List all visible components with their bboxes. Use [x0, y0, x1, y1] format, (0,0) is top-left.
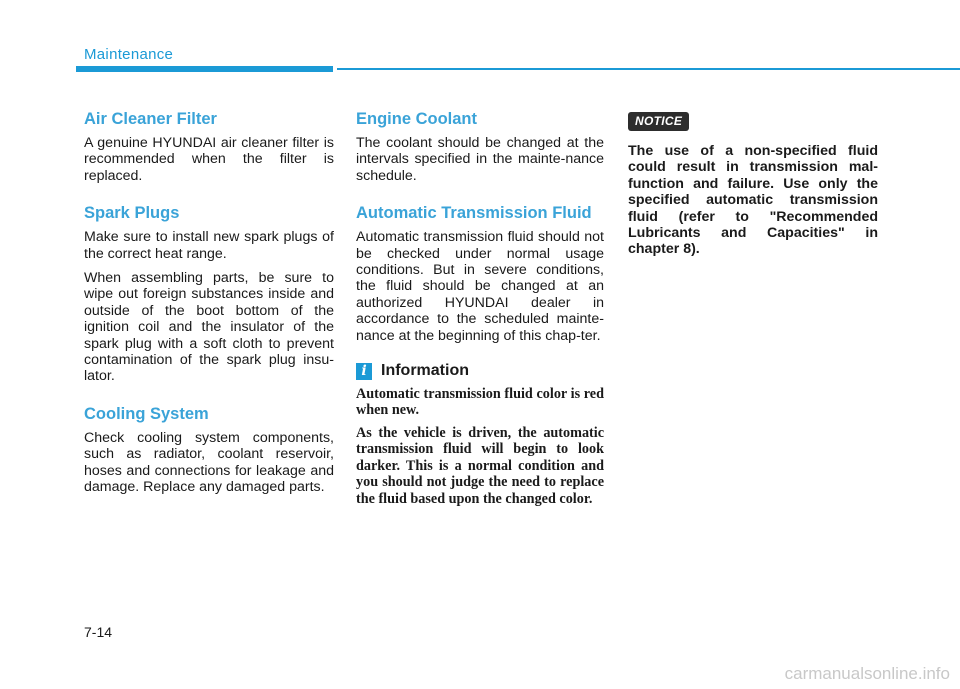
section-title-engine-coolant: Engine Coolant	[356, 110, 477, 128]
header-rule	[337, 68, 960, 70]
information-header	[356, 362, 604, 380]
transmission-fluid-text: Automatic transmission fluid should not be checked under normal usage conditions. But in severe conditions, the fluid should be changed at an authorized HYUNDAI dealer in accordance to the scheduled mainte-nance at the beginning of this chap-ter.	[356, 229, 604, 344]
section-title-cooling-system: Cooling System	[84, 404, 209, 423]
air-cleaner-text: A genuine HYUNDAI air cleaner filter is recommended when the filter is replaced.	[84, 135, 334, 184]
information-text-2: As the vehicle is driven, the automatic transmission fluid will begin to look darker. This is a normal condition and you should not judge the need to replace the fluid based upon the changed color.	[356, 424, 604, 507]
column-left	[84, 108, 334, 504]
section-title-transmission-fluid: Automatic Transmission Fluid	[356, 204, 592, 223]
section-title-spark-plugs: Spark Plugs	[84, 204, 180, 223]
column-right	[628, 112, 878, 258]
column-middle	[356, 108, 604, 513]
section-title-air-cleaner: Air Cleaner Filter	[84, 110, 217, 128]
engine-coolant-text: The coolant should be changed at the intervals specified in the mainte-nance schedule.	[356, 135, 604, 184]
page-number: 7-14	[84, 624, 113, 640]
notice-text: The use of a non-specified fluid could result in transmission mal-function and failure. Use only the specified automatic transmission fluid (refer to "Recommended Lubricants and Capacities" in chapter 8).	[628, 143, 878, 258]
information-title: Information	[381, 362, 469, 380]
spark-plugs-text-1: Make sure to install new spark plugs of the correct heat range.	[84, 229, 334, 262]
information-text-1: Automatic transmission fluid color is red when new.	[356, 386, 604, 419]
info-icon: i	[356, 363, 372, 380]
header-accent-bar	[76, 66, 333, 72]
spark-plugs-text-2: When assembling parts, be sure to wipe out foreign substances inside and outside of the boot bottom of the ignition coil and the insulator of the spark plug with a soft cloth to prevent contamination of the spark plug insu-lator.	[84, 270, 334, 385]
page-header-title: Maintenance	[84, 46, 174, 63]
cooling-system-text: Check cooling system components, such as radiator, coolant reservoir, hoses and connections for leakage and damage. Replace any damaged parts.	[84, 429, 334, 496]
watermark: carmanualsonline.info	[784, 664, 950, 683]
notice-badge: NOTICE	[628, 112, 689, 131]
